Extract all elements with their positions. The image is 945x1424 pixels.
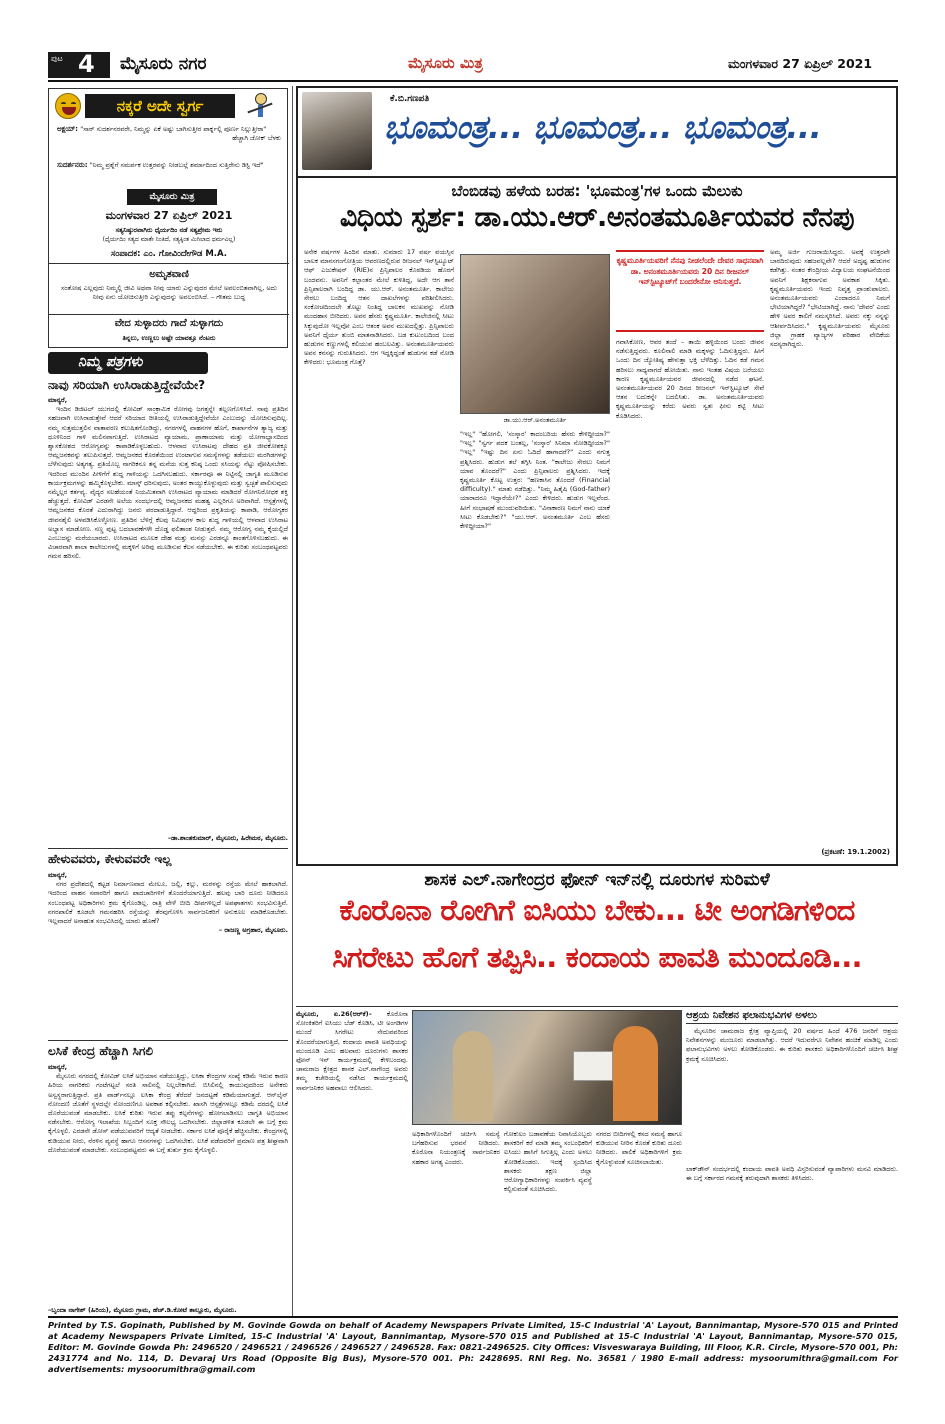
cartoon-figure-icon (245, 93, 275, 119)
column-body-col1: ಅನೇಕ ವರ್ಷಗಳ ಹಿಂದಿನ ಮಾತು. ಸುಮಾರು 17 ವರ್ಷ ವಯಸ್ಸಿನ ಬಾಲಕ ಮಾನಸಗಂಗೋತ್ರಿಯ ಆವರಣದಲ್ಲಿರುವ ರೀಜನಲ್ ಇನ್‌ಸ್ಟಿಟ್ಯೂಟ್ ಆಫ್ ಎಜುಕೇಷನ್ (RIE)ನ ಪ್ರಿನ್ಸಿಪಾಲರ ಕೊಠಡಿಯ ಹೊರಗೆ ಬಂದವನು. ಅವನಿಗೆ ಕಲ್ಪಾಂತರ ಮೇಲೆ ಕುಳಿತಿದ್ದ, ಅದೇ ಆಗ ತಾನೆ ಪ್ರಿನ್ಸಿಪಾಲರಾಗಿ ಬಂದಿದ್ದ ಡಾ. ಯು.ಆರ್. ಅನಂತಮೂರ್ತಿ. ಕಾಲೇಜು ಸೇರಲು ಬಂದಿದ್ದ ಆತನ ದಾಖಲೆಗಳನ್ನು ಪರಿಶೀಲಿಸಿದರು. ಸಂಕೋಚದಿಂದಲೇ ತೊಟ್ಟು ನಿಂತಿದ್ದ ಬಾಲಕನ ಮುಖವನ್ನು ನೋಡಿ ಮಂದಹಾಸ ಬೀರಿದರು. ಅವನ ಹೆಸರು ಕೃಷ್ಣಮೂರ್ತಿ. ಕಾಲೇಜಿನಲ್ಲಿ ಸೀಟು ಸಿಕ್ಕುವುದೋ ಇಲ್ಲವೋ ಎಂಬ ಆತಂಕ ಅವನ ಮುಖದಲ್ಲಿತ್ತು. ಪ್ರಿನ್ಸಿಪಾಲರು ಅವನಿಗೆ ಧೈರ್ಯ ತುಂಬಿ ಮಾತನಾಡಿಸಿದರು. ಬಡ ಕುಟುಂಬದಿಂದ ಬಂದ ಹುಡುಗನ ಕಣ್ಣುಗಳಲ್ಲಿ ಕಲಿಯುವ ಹಂಬಲವಿತ್ತು. ಅನಂತಮೂರ್ತಿಯವರು ಅವನ ಕನಸನ್ನು ಗುರುತಿಸಿದರು. ಆಗ ಇದ್ದಕ್ಕಿದ್ದಂತೆ ಹುಡುಗನ ಕಡೆ ನೋಡಿ ಕೇಳಿದರು: ಭೂಮಂತ್ರ ಗೊತ್ತೆ? (304, 248, 454, 367)
letter-1-body: ಇಂದಿನ ಡಿಜಿಟಲ್ ಯುಗದಲ್ಲಿ ಕೋವಿಡ್ ಸಾಂಕ್ರಾಮಿಕ ರೋಗವು ಜಗತ್ತನ್ನೇ ತಲ್ಲಣಗೊಳಿಸಿದೆ. ನಾವು ಪ್ರತಿದಿನ ಸಹಜವಾಗಿ ಉಸಿರಾಡುತ್ತೇವೆ ಆದರೆ ಸರಿಯಾದ ರೀತಿಯಲ್ಲಿ ಉಸಿರಾಡುತ್ತಿದ್ದೇವೆಯೇ ಎಂಬುದನ್ನು ಯೋಚಿಸುವುದಿಲ್ಲ. ನಮ್ಮ ಸುತ್ತಮುತ್ತಲಿನ ವಾತಾವರಣ ಕಲುಷಿತಗೊಂಡಿದ್ದು, ನಗರಗಳಲ್ಲಿ ವಾಹನಗಳ ಹೊಗೆ, ಕಾರ್ಖಾನೆಗಳ ತ್ಯಾಜ್ಯ ಮತ್ತು ಧೂಳಿನಿಂದ ಗಾಳಿ ಮಲಿನವಾಗುತ್ತಿದೆ. ಉಸಿರಾಟದ ವ್ಯಾಯಾಮ, ಪ್ರಾಣಾಯಾಮ ಮತ್ತು ಯೋಗಾಭ್ಯಾಸದಿಂದ ಶ್ವಾಸಕೋಶದ ಆರೋಗ್ಯವನ್ನು ಕಾಪಾಡಿಕೊಳ್ಳಬಹುದು. ಆಳವಾದ ಉಸಿರಾಟವು ದೇಹದ ಪ್ರತಿ ಜೀವಕೋಶಕ್ಕೂ ಆಮ್ಲಜನಕವನ್ನು ತಲುಪಿಸುತ್ತದೆ. ಆಮ್ಲಜನಕದ ಕೊರತೆಯಿಂದ ಉಂಟಾಗುವ ಸಮಸ್ಯೆಗಳನ್ನು ತಡೆಯಲು ಮರಗಿಡಗಳನ್ನು ಬೆಳೆಸುವುದು ಅತ್ಯಗತ್ಯ. ಪ್ರತಿಯೊಬ್ಬ ನಾಗರಿಕನೂ ತನ್ನ ಮನೆಯ ಸುತ್ತ ಕನಿಷ್ಠ ಒಂದು ಸಸಿಯನ್ನು ನೆಟ್ಟು ಪೋಷಿಸಬೇಕು. ಇದರಿಂದ ಮುಂದಿನ ಪೀಳಿಗೆಗೆ ಶುದ್ಧ ಗಾಳಿಯನ್ನು ಒದಗಿಸಬಹುದು. ಸರ್ಕಾರವೂ ಈ ನಿಟ್ಟಿನಲ್ಲಿ ಜಾಗೃತಿ ಮೂಡಿಸುವ ಕಾರ್ಯಕ್ರಮಗಳನ್ನು ಹಮ್ಮಿಕೊಳ್ಳಬೇಕು. ಮಾಸ್ಕ್ ಧರಿಸುವುದು, ಅಂತರ ಕಾಯ್ದುಕೊಳ್ಳುವುದು ಮತ್ತು ಸ್ವಚ್ಛತೆ ಪಾಲಿಸುವುದು ನಮ್ಮೆಲ್ಲರ ಕರ್ತವ್ಯ. ವೈದ್ಯರ ಸಲಹೆಯಂತೆ ನಿಯಮಿತವಾಗಿ ಉಸಿರಾಟದ ವ್ಯಾಯಾಮ ಮಾಡಿದರೆ ರೋಗನಿರೋಧಕ ಶಕ್ತಿ ಹೆಚ್ಚುತ್ತದೆ. ಕೋವಿಡ್ ಎರಡನೇ ಅಲೆಯ ಸಂದರ್ಭದಲ್ಲಿ ಆಮ್ಲಜನಕದ ಮಹತ್ವ ಎಲ್ಲರಿಗೂ ಅರಿವಾಗಿದೆ. ಆಸ್ಪತ್ರೆಗಳಲ್ಲಿ ಆಮ್ಲಜನಕದ ಕೊರತೆ ಎದುರಾಗಿದ್ದು ಜನರು ಪರದಾಡುತ್ತಿದ್ದಾರೆ. ಆದ್ದರಿಂದ ಪ್ರಕೃತಿಯನ್ನು ಕಾಪಾಡಿ, ಆರೋಗ್ಯಕರ ಜೀವನಶೈಲಿ ಅಳವಡಿಸಿಕೊಳ್ಳೋಣ. ಪ್ರತಿದಿನ ಬೆಳಿಗ್ಗೆ ಕೆಲವು ನಿಮಿಷಗಳ ಕಾಲ ಶುದ್ಧ ಗಾಳಿಯಲ್ಲಿ ಆಳವಾದ ಉಸಿರಾಟ ಅಭ್ಯಾಸ ಮಾಡೋಣ. ಸಣ್ಣ ಪುಟ್ಟ ಬದಲಾವಣೆಗಳೇ ದೊಡ್ಡ ಫಲಿತಾಂಶ ನೀಡುತ್ತವೆ. ನಮ್ಮ ಆರೋಗ್ಯ ನಮ್ಮ ಕೈಯಲ್ಲಿದೆ ಎಂಬುದನ್ನು ಮರೆಯಬಾರದು. ಉಸಿರಾಟದ ಮೂಲಕ ದೇಹ ಮತ್ತು ಮನಸ್ಸು ಎರಡನ್ನೂ ಶಾಂತಗೊಳಿಸಬಹುದು. ಈ ವಿಚಾರವಾಗಿ ಶಾಲಾ ಕಾಲೇಜುಗಳಲ್ಲಿ ಮಕ್ಕಳಿಗೆ ಅರಿವು ಮೂಡಿಸುವ ಕೆಲಸ ನಡೆಯಬೇಕು. ಈ ಕುರಿತು ಸಂಬಂಧಪಟ್ಟವರು ಗಮನ ಹರಿಸಲಿ. (48, 405, 288, 561)
page-label: ಪುಟ (51, 54, 63, 63)
masthead: ಮೈಸೂರು ಮಿತ್ರ (408, 54, 483, 72)
news-headline-2: ಸಿಗರೇಟು ಹೊಗೆ ತಪ್ಪಿಸಿ.. ಕಂದಾಯ ಪಾವತಿ ಮುಂದೂಡಿ... (332, 940, 862, 974)
side-story-head: ಆಶ್ರಯ ನಿವೇಶನ ಫಲಾನುಭವಿಗಳ ಅಳಲು (686, 1010, 898, 1024)
proverb-text: ತಿನ್ನಲು, ಉಣ್ಣಲು ಅಷ್ಟೇ ಯಾವತ್ತೂ ನೆಂಟರು (122, 334, 216, 342)
imprint-line: Printed by T.S. Gopinath, Published by M. Govinde Gowda on behalf of Academy Newspapers Private Limited, 15-C Industrial 'A' Layout, Bannimantap, Mysore-570 015 and Printed at Academy Newspapers Private Limited, 15-C Industrial 'A' Layout, Bannimantap, Mysore-570 015 and Published at 15-C Industrial 'A' Layout, Bannimantap, Mysore-570 015, Editor: M. Govinde Gowda Ph: 2496520 / 2496521 / 2496526 / 2496527 / 2496528. Fax: 0821-2496525. City Offices: Visveswaraya Building, III Floor, K.R. Circle, Mysore-570 001, Ph: 2431774 and No. 114, D. Devaraj Urs Road (Opposite Big Bus), Mysore-570 001. Ph: 2428695. RNI Reg. No. 36581 / 1980 E-mail address: mysoorumithra@gmail.com For advertisements: mysoorumithra@gmail.com (48, 1320, 898, 1374)
letter-2: ಹೇಳುವವರು, ಕೇಳುವವರೇ ಇಲ್ಲ ಮಾನ್ಯರೆ, ನಗರ ಪ್ರದೇಶದಲ್ಲಿ ಕಟ್ಟಡ ನಿರ್ಮಾಣವಾದ ಮೇಲೂ, ಜಲ್ಲಿ, ಕಲ್ಲು, ಮರಳನ್ನು ರಸ್ತೆಯ ಮೇಲೆ ಹಾಕಲಾಗಿದೆ. ಇದರಿಂದ ವಾಹನ ಸವಾರರಿಗೆ ಹಾಗೂ ಪಾದಚಾರಿಗಳಿಗೆ ತೊಂದರೆಯಾಗುತ್ತಿದೆ. ಹಲವು ಬಾರಿ ದೂರು ನೀಡಿದರೂ ಸಂಬಂಧಪಟ್ಟ ಅಧಿಕಾರಿಗಳು ಕ್ರಮ ಕೈಗೊಂಡಿಲ್ಲ. ರಾತ್ರಿ ವೇಳೆ ಬೀದಿ ದೀಪಗಳಿಲ್ಲದೆ ಅಪಘಾತಗಳು ಸಂಭವಿಸುತ್ತಿವೆ. ನಗರಪಾಲಿಕೆ ಕೂಡಲೇ ಗಮನಹರಿಸಿ ರಸ್ತೆಯನ್ನು ತೆರವುಗೊಳಿಸಿ ಸಾರ್ವಜನಿಕರಿಗೆ ಅನುಕೂಲ ಮಾಡಿಕೊಡಬೇಕು. ಇಲ್ಲವಾದರೆ ಅನಾಹುತ ಸಂಭವಿಸಿದಲ್ಲಿ ಯಾರು ಹೊಣೆ? – ರಾಜಣ್ಣ ಅಗ್ರಹಾರ, ಮೈಸೂರು. (48, 852, 288, 935)
columnist-byline: ಕೆ.ಬಿ.ಗಣಪತಿ (390, 94, 430, 104)
pull-quote: ಕೃಷ್ಣಮೂರ್ತಿಯವರಿಗೆ ನೆನಪು ನೀಡಲೆಂದೇ ದೇವರ ಸಾಧನವಾಗಿ ಡಾ. ಅನಂತಮೂರ್ತಿಯವರು 20 ದಿನ ರೀಜನಲ್ ಇನ್‌ಸ್ಟಿಟ್ಯೂಟ್‌ಗೆ ಬಂದರೇನೋ ಅನಿಸುತ್ತದೆ. (616, 250, 764, 332)
tagline-1: ಸತ್ಯನಿಷ್ಠುರವಾಗಿರು ಧೈರ್ಯದಿಂ ನಡೆ ಸತ್ಯಪ್ರೇಮ ಇರು (115, 226, 223, 234)
letter-1-signature: –ಡಾ.ಶಾಂತಕುಮಾರ್, ಮೈಸೂರು, ಹಿರೇಮಠ, ಮೈಸೂರು. (167, 834, 288, 842)
column-body-col4: ಅಮ್ಮ ಅರ್ಜಿ ಗುಜರಾಯಿಸಿದ್ದರು. ಅವಕ್ಕೆ ಉತ್ತರವೇ ಬಾರದಿರುವುದು ಸಹಜವಲ್ಲವೇ? ಆದರೆ ಅದೃಷ್ಟ ಹುಡುಗನ ಕಡೆಗಿತ್ತು. ನಂತರ ಕೇಂದ್ರೀಯ ವಿದ್ಯಾಲಯ ಸಂಘಟನೆಯಿಂದ ಅವನಿಗೆ ಶಿಕ್ಷಕನಾಗುವ ಅವಕಾಶ ಸಿಕ್ಕಿತು. ಕೃಷ್ಣಮೂರ್ತಿಯವರು ಇಂದು ನಿವೃತ್ತ ಪ್ರಾಂಶುಪಾಲರು. ಅನಂತಮೂರ್ತಿಯವರು ಎಂದಾದರೂ ನಿಮಗೆ ಭೇಟಿಯಾಗಿದ್ದರೆ? "ಭೇಟಿಯಾಗಿದ್ದೆ. ನಾನು 'ದೇವರ' ಎಂದು ಹೇಳಿ ಅವರ ಕಾಲಿಗೆ ನಮಸ್ಕರಿಸಿದೆ. ಅವರು ನಕ್ಕು ನನ್ನನ್ನು ಆಶೀರ್ವದಿಸಿದರು." ಕೃಷ್ಣಮೂರ್ತಿಯವರು ಮೈಸೂರು ಜಿಲ್ಲಾ ಗ್ರಾಹಕ ವ್ಯಾಜ್ಯಗಳ ಪರಿಹಾರ ವೇದಿಕೆಯ ಸದಸ್ಯರಾಗಿದ್ದರು. (770, 248, 890, 349)
column-body-col2: "ಇಲ್ಲ" "ಹೋಗಲಿ, 'ಸಂಸ್ಕಾರ' ಕಾದಂಬರಿಯ ಹೆಸರು ಕೇಳಿದ್ದೀಯಾ?" "ಇಲ್ಲ" "ಸ್ವರ್ಗ ಪದಕ ಬಂತಲ್ಲ, 'ಸಂಸ್ಕಾರ' ಸಿನಿಮಾ ನೋಡಿದ್ದೀಯಾ?" "ಇಲ್ಲ" "ಇಷ್ಟು ದಿನ ಏನು ಓದಿದೆ ಹಾಗಾದರೆ?" ಎಂದು ನಗುತ್ತ ಪ್ರಶ್ನಿಸಿದರು. ಹುಡುಗ ತಲೆ ತಗ್ಗಿಸಿ ನಿಂತ. "ಕಾಲೇಜು ಸೇರಲು ನಿಮಗೆ ಯಾವ ತೊಂದರೆ?" ಎಂದು ಪ್ರಿನ್ಸಿಪಾಲರು ಪ್ರಶ್ನಿಸಿದರು. ಇದಕ್ಕೆ ಕೃಷ್ಣಮೂರ್ತಿ ಕೊಟ್ಟ ಉತ್ತರ: "ಹಣಕಾಸಿನ ತೊಂದರೆ (Financial difficulty)." ಮಾತು ನಡೆದಿತ್ತು. "ನಿಮ್ಮ ಹಿತೈಷಿ (God-father) ಯಾರಾದರೂ ಇದ್ದಾರೆಯೇ?" ಎಂದು ಕೇಳಿದರು. ಹುಡುಗ ಇಲ್ಲವೆಂದ. ಹೀಗೆ ಸಂಭಾಷಣೆ ಮುಂದುವರಿಯಿತು. "ವಿನಾಕಾರಣ ನಿಮಗೆ ನಾನು ಯಾಕೆ ಸೀಟು ಕೊಡಬೇಕು?" "ಯು.ಆರ್. ಅನಂತಮೂರ್ತಿ ಎಂಬ ಹೆಸರು ಕೇಳಿದ್ದೀಯಾ?" (460, 430, 610, 531)
humor-question: ಅಕ್ಷಯ್: "ಸಾರ್ ಸುದರ್ಶನರವರೇ, ನಿಮ್ಮನ್ನು ಏಕೆ ಅಷ್ಟು ಬಾಗಿಸುತ್ತೀರ ಪಾರ್ಕ್ನಲ್ಲಿ ಪೂರ್ಣ ನಿಲ್ಲುತ್ತೀರಾ" ಹೆಚ್ಚಾಗಿ ಜೋಕ್ ಬೆಳಕು (57, 125, 281, 143)
humor-date: ಮಂಗಳವಾರ 27 ಏಪ್ರಿಲ್ 2021 (105, 209, 233, 222)
column-headline: ವಿಧಿಯ ಸ್ಪರ್ಶ: ಡಾ.ಯು.ಆರ್.ಅನಂತಮೂರ್ತಿಯವರ ನೆನಪು (339, 202, 855, 233)
letter-3-title: ಲಸಿಕೆ ಕೇಂದ್ರ ಹೆಚ್ಚಾಗಿ ಸಿಗಲಿ (48, 1044, 153, 1058)
author-photo (460, 254, 610, 414)
humor-title-bar (55, 93, 283, 119)
desk-phone-icon (573, 1051, 613, 1081)
news-body-col1: ಮೈಸೂರು, ಏ.26(ಆರ್‌ಕೆ)– ಕೊರೊನಾ ಸೋಂಕಿತರಿಗೆ ಐಸಿಯು ಬೆಡ್ ಕೊಡಿಸಿ, ಟೀ ಅಂಗಡಿಗಳ ಮುಂದೆ ಸಿಗರೇಟು ಸೇದುವವರಿಂದ ತೊಂದರೆಯಾಗುತ್ತಿದೆ, ಕಂದಾಯ ಪಾವತಿ ಅವಧಿಯನ್ನು ಮುಂದೂಡಿ ಎಂಬ ಹಲವಾರು ದೂರುಗಳು ಶಾಸಕರ ಫೋನ್ ಇನ್ ಕಾರ್ಯಕ್ರಮದಲ್ಲಿ ಕೇಳಿಬಂದವು. ಚಾಮರಾಜ ಕ್ಷೇತ್ರದ ಶಾಸಕ ಎಲ್.ನಾಗೇಂದ್ರ ಅವರು ತಮ್ಮ ಕಚೇರಿಯಲ್ಲಿ ನಡೆಸಿದ ಕಾರ್ಯಕ್ರಮದಲ್ಲಿ ಸಾರ್ವಜನಿಕರ ಅಹವಾಲು ಆಲಿಸಿದರು. (296, 1010, 408, 1092)
tagline-2: (ಧೈರ್ಯದಿಂ ಸತ್ಯದ ಮಾತೇ ನಿಂತಿದೆ, ಸತ್ಯಕ್ಕಿಂತ ಮಿಗಿಲಾದ ಧರ್ಮವಿಲ್ಲ) (102, 236, 236, 243)
columnist-photo (302, 92, 372, 170)
news-kicker: ಶಾಸಕ ಎಲ್.ನಾಗೇಂದ್ರರ ಫೋನ್ ಇನ್‌ನಲ್ಲಿ ದೂರುಗಳ ಸುರಿಮಳೆ (424, 870, 770, 890)
page-number-box (48, 52, 110, 78)
side-story-body: ಮೈಸೂರಿನ ಚಾಮರಾಜ ಕ್ಷೇತ್ರ ವ್ಯಾಪ್ತಿಯಲ್ಲಿ 20 ವರ್ಷದ ಹಿಂದೆ 476 ಜನರಿಗೆ ಆಶ್ರಯ ನಿವೇಶನಗಳನ್ನು ಮಂಜೂರು ಮಾಡಲಾಗಿತ್ತು. ಆದರೆ ಇದುವರೆಗೂ ನಿವೇಶನ ಹಂಚಿಕೆ ಮಾಡಿಲ್ಲ ಎಂದು ಫಲಾನುಭವಿಗಳು ಅಳಲು ತೋಡಿಕೊಂಡರು. ಈ ಕುರಿತು ಶಾಸಕರು ಅಧಿಕಾರಿಗಳೊಂದಿಗೆ ಚರ್ಚಿಸಿ ಶೀಘ್ರ ಕ್ರಮಕ್ಕೆ ಸೂಚಿಸಿದರು. (686, 1027, 898, 1063)
letter-2-signature: – ರಾಜಣ್ಣ ಅಗ್ರಹಾರ, ಮೈಸೂರು. (218, 926, 288, 935)
news-body-col3: ಗೋಕುಲಂ ಬಡಾವಣೆಯ ನಿವಾಸಿಯೊಬ್ಬರು ಶಾಸಕರಿಗೆ ಕರೆ ಮಾಡಿ ತಮ್ಮ ಸಂಬಂಧಿಕರಿಗೆ ಐಸಿಯು ಹಾಸಿಗೆ ಸಿಗುತ್ತಿಲ್ಲ ಎಂದು ಅಳಲು ತೋಡಿಕೊಂಡರು. ಇದಕ್ಕೆ ಸ್ಪಂದಿಸಿದ ಶಾಸಕರು ತಕ್ಷಣ ಜಿಲ್ಲಾ ಆರೋಗ್ಯಾಧಿಕಾರಿಗಳನ್ನು ಸಂಪರ್ಕಿಸಿ ವ್ಯವಸ್ಥೆ ಕಲ್ಪಿಸುವಂತೆ ಸೂಚಿಸಿದರು. (504, 1130, 592, 1194)
page-number: 4 (78, 50, 95, 78)
humor-title: ನಕ್ಕರೆ ಅದೇ ಸ್ವರ್ಗ (85, 94, 235, 118)
issue-date: ಮಂಗಳವಾರ 27 ಏಪ್ರಿಲ್ 2021 (728, 56, 873, 71)
column-title: ಭೂಮಂತ್ರ... ಭೂಮಂತ್ರ... ಭೂಮಂತ್ರ... (384, 108, 822, 146)
letter-3-signature: –ಬೃಂದಾ ನಾಗೇಶ್ (ಹಿರಿಯ), ಮೈಸೂರು ಗ್ರಾಮ, ಹೆಚ್.ಡಿ.ಕೋಟೆ ತಾಲ್ಲೂಕು, ಮೈಸೂರು. (48, 1306, 237, 1314)
news-body-col2: ಅಧಿಕಾರಿಗಳೊಂದಿಗೆ ಚರ್ಚಿಸಿ ಸಮಸ್ಯೆ ಬಗೆಹರಿಸುವ ಭರವಸೆ ನೀಡಿದರು. ಕೊರೊನಾ ನಿಯಂತ್ರಣಕ್ಕೆ ಸಾರ್ವಜನಿಕರ ಸಹಕಾರ ಅಗತ್ಯ ಎಂದರು. (412, 1130, 500, 1166)
side-story (686, 1010, 898, 1160)
header-rule (48, 80, 898, 82)
page-header (48, 50, 898, 80)
letter-1-title: ನಾವು ಸರಿಯಾಗಿ ಉಸಿರಾಡುತ್ತಿದ್ದೇವೆಯೇ? (48, 378, 206, 392)
column-kicker: ಬೆಂಬಿಡವು ಹಳೆಯ ಬರಹ: 'ಭೂಮಂತ್ರ'ಗಳ ಒಂದು ಮೆಲುಕು (451, 182, 743, 200)
column-credit: (ಪ್ರಕಟಣೆ: 19.1.2002) (821, 848, 890, 856)
letter-1-salute: ಮಾನ್ಯರೆ, (48, 396, 68, 404)
humor-answer: ಸುದರ್ಶನರು: "ನಿಮ್ಮ ಪ್ರಶ್ನೆಗೆ ಸಮರ್ಪಕ ಉತ್ತರವನ್ನು ನೀಡಬಲ್ಲೆ ಶರ್ಮಾದಿಂದ ಸುತ್ತಿರೇನು ಡಿಸ್ಟಿ ಇದೆ" (57, 161, 264, 169)
column-article-box (296, 86, 898, 866)
amrutavani-title: ಅಮೃತವಾಣಿ (149, 269, 189, 280)
letter-2-body: ನಗರ ಪ್ರದೇಶದಲ್ಲಿ ಕಟ್ಟಡ ನಿರ್ಮಾಣವಾದ ಮೇಲೂ, ಜಲ್ಲಿ, ಕಲ್ಲು, ಮರಳನ್ನು ರಸ್ತೆಯ ಮೇಲೆ ಹಾಕಲಾಗಿದೆ. ಇದರಿಂದ ವಾಹನ ಸವಾರರಿಗೆ ಹಾಗೂ ಪಾದಚಾರಿಗಳಿಗೆ ತೊಂದರೆಯಾಗುತ್ತಿದೆ. ಹಲವು ಬಾರಿ ದೂರು ನೀಡಿದರೂ ಸಂಬಂಧಪಟ್ಟ ಅಧಿಕಾರಿಗಳು ಕ್ರಮ ಕೈಗೊಂಡಿಲ್ಲ. ರಾತ್ರಿ ವೇಳೆ ಬೀದಿ ದೀಪಗಳಿಲ್ಲದೆ ಅಪಘಾತಗಳು ಸಂಭವಿಸುತ್ತಿವೆ. ನಗರಪಾಲಿಕೆ ಕೂಡಲೇ ಗಮನಹರಿಸಿ ರಸ್ತೆಯನ್ನು ತೆರವುಗೊಳಿಸಿ ಸಾರ್ವಜನಿಕರಿಗೆ ಅನುಕೂಲ ಮಾಡಿಕೊಡಬೇಕು. ಇಲ್ಲವಾದರೆ ಅನಾಹುತ ಸಂಭವಿಸಿದಲ್ಲಿ ಯಾರು ಹೊಣೆ? (48, 880, 288, 926)
photo-caption: ಡಾ.ಯು.ಆರ್.ಅನಂತಮೂರ್ತಿ (503, 416, 567, 424)
news-photo (412, 1010, 682, 1125)
column-body-col3: ಗವಾಸಿಕೋಣ, ಆವರ ತಂದೆ – ತಾಯಿ ಹಳ್ಳಿಯಿಂದ ಬಂದು ಜೀವನ ನಡೆಸುತ್ತಿದ್ದವರು. ಕೂಲಿನಾಲಿ ಮಾಡಿ ಮಕ್ಕಳನ್ನು ಓದಿಸುತ್ತಿದ್ದರು. ಹೀಗೆ ಒಂದು ದಿನ ಜ್ಯೋತಿಷ್ಯ ಹೇಳುತ್ತಾ ಭಕ್ತಿ ಬೆಳೆದಿತ್ತು. ಓದಿನ ಕಡೆ ಗಮನ ಹರಿಸಲು ಸಾಧ್ಯವಾಗದೆ ಹೋಯಿತು. ನಾನು ಇಂತಹ ವಿಷಯ ಬರೆಯಲು ಕಾರಣ ಕೃಷ್ಣಮೂರ್ತಿಯವರ ಜೀವನದಲ್ಲಿ ನಡೆದ ಘಟನೆ. ಅನಂತಮೂರ್ತಿಯವರ 20 ದಿನದ ರೀಜನಲ್ ಇನ್‌ಸ್ಟಿಟ್ಯೂಟ್ ಸೇವೆ ಆತನ ಬದುಕನ್ನೇ ಬದಲಿಸಿತು. ಡಾ. ಅನಂತಮೂರ್ತಿಯವರು ಕೃಷ್ಣಮೂರ್ತಿಯನ್ನು ಕರೆದು ಅವರು ಸ್ವತಃ ಫೀಸು ಕಟ್ಟಿ ಸೀಟು ಕೊಡಿಸಿದರು. (616, 338, 764, 420)
letters-banner: ನಿಮ್ಮ ಪತ್ರಗಳು (48, 352, 208, 374)
letter-3-body: ಮೈಸೂರು ನಗರದಲ್ಲಿ ಕೋವಿಡ್ ಲಸಿಕೆ ಅಭಿಯಾನ ನಡೆಯುತ್ತಿದ್ದು, ಲಸಿಕಾ ಕೇಂದ್ರಗಳ ಸಂಖ್ಯೆ ಕಡಿಮೆ ಇರುವ ಕಾರಣ ಹಿರಿಯ ನಾಗರಿಕರು ಗಂಟೆಗಟ್ಟಲೆ ಸರತಿ ಸಾಲಿನಲ್ಲಿ ನಿಲ್ಲಬೇಕಾಗಿದೆ. ಬಿಸಿಲಿನಲ್ಲಿ ಕಾಯುವುದರಿಂದ ಅನೇಕರು ಅಸ್ವಸ್ಥರಾಗುತ್ತಿದ್ದಾರೆ. ಪ್ರತಿ ವಾರ್ಡ್‌ನಲ್ಲೂ ಲಸಿಕಾ ಕೇಂದ್ರ ತೆರೆದರೆ ಜನದಟ್ಟಣೆ ಕಡಿಮೆಯಾಗುತ್ತದೆ. ಆನ್‌ಲೈನ್ ನೋಂದಣಿ ಜೊತೆಗೆ ಸ್ಥಳದಲ್ಲೇ ನೋಂದಣಿಗೂ ಅವಕಾಶ ಕಲ್ಪಿಸಬೇಕು. ಖಾಸಗಿ ಆಸ್ಪತ್ರೆಗಳಲ್ಲೂ ಕಡಿಮೆ ದರದಲ್ಲಿ ಲಸಿಕೆ ದೊರೆಯುವಂತೆ ಮಾಡಬೇಕು. ಲಸಿಕೆ ಕುರಿತು ಇರುವ ತಪ್ಪು ಕಲ್ಪನೆಗಳನ್ನು ಹೋಗಲಾಡಿಸಲು ಜಾಗೃತಿ ಅಭಿಯಾನ ನಡೆಸಬೇಕು. ಆರೋಗ್ಯ ಇಲಾಖೆಯ ಸಿಬ್ಬಂದಿಗೆ ಸೂಕ್ತ ಸೌಲಭ್ಯ ಒದಗಿಸಬೇಕು. ಜಿಲ್ಲಾಡಳಿತ ಕೂಡಲೇ ಈ ಬಗ್ಗೆ ಕ್ರಮ ಕೈಗೊಳ್ಳಲಿ. ಎರಡನೇ ಡೋಸ್ ಪಡೆಯುವವರಿಗೆ ಆದ್ಯತೆ ನೀಡಬೇಕು. ಸರ್ಕಾರ ಲಸಿಕೆ ಪೂರೈಕೆ ಹೆಚ್ಚಿಸಬೇಕು. ಕೇಂದ್ರಗಳಲ್ಲಿ ಕುಡಿಯುವ ನೀರು, ನೆರಳಿನ ವ್ಯವಸ್ಥೆ ಹಾಗೂ ಆಸನಗಳನ್ನು ಒದಗಿಸಬೇಕು. ಲಸಿಕೆ ಪಡೆದವರಿಗೆ ಪ್ರಮಾಣ ಪತ್ರ ಶೀಘ್ರವಾಗಿ ದೊರೆಯುವಂತೆ ಮಾಡಬೇಕು. ಸಂಬಂಧಪಟ್ಟವರು ಈ ಬಗ್ಗೆ ತುರ್ತು ಕ್ರಮ ಕೈಗೊಳ್ಳಲಿ. (48, 1072, 288, 1154)
letter-1 (48, 378, 288, 833)
section-name: ಮೈಸೂರು ನಗರ (120, 54, 207, 74)
amrutavani-text: ಸಂತೋಷ ಎಲ್ಲವುದು ನಿಮ್ಮಲ್ಲಿ ಜೀವಿ ಅಥವಾ ನೀವು ಯಾರು ಎನ್ನುವುದರ ಮೇಲೆ ಅವಲಂಬಿತವಾಗಿಲ್ಲ, ಅದು ನೀವು ಏನು ಯೋಚಿಸುತ್ತೀರಿ ಎನ್ನುವುದನ್ನು ಅವಲಂಬಿಸಿದೆ. – ಗೌತಮ ಬುದ್ಧ (61, 284, 277, 301)
editor-line: ಸಂಪಾದಕ: ಎಂ. ಗೋವಿಂದೇಗೌಡ M.A. (111, 249, 227, 259)
letter-3: ಲಸಿಕೆ ಕೇಂದ್ರ ಹೆಚ್ಚಾಗಿ ಸಿಗಲಿ ಮಾನ್ಯರೆ, ಮೈಸೂರು ನಗರದಲ್ಲಿ ಕೋವಿಡ್ ಲಸಿಕೆ ಅಭಿಯಾನ ನಡೆಯುತ್ತಿದ್ದು, ಲಸಿಕಾ ಕೇಂದ್ರಗಳ ಸಂಖ್ಯೆ ಕಡಿಮೆ ಇರುವ ಕಾರಣ ಹಿರಿಯ ನಾಗರಿಕರು ಗಂಟೆಗಟ್ಟಲೆ ಸರತಿ ಸಾಲಿನಲ್ಲಿ ನಿಲ್ಲಬೇಕಾಗಿದೆ. ಬಿಸಿಲಿನಲ್ಲಿ ಕಾಯುವುದರಿಂದ ಅನೇಕರು ಅಸ್ವಸ್ಥರಾಗುತ್ತಿದ್ದಾರೆ. ಪ್ರತಿ ವಾರ್ಡ್‌ನಲ್ಲೂ ಲಸಿಕಾ ಕೇಂದ್ರ ತೆರೆದರೆ ಜನದಟ್ಟಣೆ ಕಡಿಮೆಯಾಗುತ್ತದೆ. ಆನ್‌ಲೈನ್ ನೋಂದಣಿ ಜೊತೆಗೆ ಸ್ಥಳದಲ್ಲೇ ನೋಂದಣಿಗೂ ಅವಕಾಶ ಕಲ್ಪಿಸಬೇಕು. ಖಾಸಗಿ ಆಸ್ಪತ್ರೆಗಳಲ್ಲೂ ಕಡಿಮೆ ದರದಲ್ಲಿ ಲಸಿಕೆ ದೊರೆಯುವಂತೆ ಮಾಡಬೇಕು. ಲಸಿಕೆ ಕುರಿತು ಇರುವ ತಪ್ಪು ಕಲ್ಪನೆಗಳನ್ನು ಹೋಗಲಾಡಿಸಲು ಜಾಗೃತಿ ಅಭಿಯಾನ ನಡೆಸಬೇಕು. ಆರೋಗ್ಯ ಇಲಾಖೆಯ ಸಿಬ್ಬಂದಿಗೆ ಸೂಕ್ತ ಸೌಲಭ್ಯ ಒದಗಿಸಬೇಕು. ಜಿಲ್ಲಾಡಳಿತ ಕೂಡಲೇ ಈ ಬಗ್ಗೆ ಕ್ರಮ ಕೈಗೊಳ್ಳಲಿ. ಎರಡನೇ ಡೋಸ್ ಪಡೆಯುವವರಿಗೆ ಆದ್ಯತೆ ನೀಡಬೇಕು. ಸರ್ಕಾರ ಲಸಿಕೆ ಪೂರೈಕೆ ಹೆಚ್ಚಿಸಬೇಕು. ಕೇಂದ್ರಗಳಲ್ಲಿ ಕುಡಿಯುವ ನೀರು, ನೆರಳಿನ ವ್ಯವಸ್ಥೆ ಹಾಗೂ ಆಸನಗಳನ್ನು ಒದಗಿಸಬೇಕು. ಲಸಿಕೆ ಪಡೆದವರಿಗೆ ಪ್ರಮಾಣ ಪತ್ರ ಶೀಘ್ರವಾಗಿ ದೊರೆಯುವಂತೆ ಮಾಡಬೇಕು. ಸಂಬಂಧಪಟ್ಟವರು ಈ ಬಗ್ಗೆ ತುರ್ತು ಕ್ರಮ ಕೈಗೊಳ್ಳಲಿ. (48, 1044, 288, 1154)
news-body-col5: ಲಾಕ್‌ಡೌನ್ ಸಂದರ್ಭದಲ್ಲಿ ಕಂದಾಯ ಪಾವತಿ ಅವಧಿ ವಿಸ್ತರಿಸುವಂತೆ ವ್ಯಾಪಾರಿಗಳು ಮನವಿ ಮಾಡಿದರು. ಈ ಬಗ್ಗೆ ಸರ್ಕಾರದ ಗಮನಕ್ಕೆ ತರುವುದಾಗಿ ಶಾಸಕರು ತಿಳಿಸಿದರು. (686, 1165, 898, 1183)
laughing-face-icon (55, 93, 81, 119)
humor-box (48, 88, 288, 348)
letter-2-title: ಹೇಳುವವರು, ಕೇಳುವವರೇ ಇಲ್ಲ (48, 852, 172, 866)
news-body-col4: ನಗರದ ಬೀದಿಗಳಲ್ಲಿ ಕಸದ ಸಮಸ್ಯೆ ಹಾಗೂ ಕುಡಿಯುವ ನೀರಿನ ಕೊರತೆ ಕುರಿತು ದೂರು ನೀಡಿದರು. ಪಾಲಿಕೆ ಅಧಿಕಾರಿಗಳಿಗೆ ಕ್ರಮ ಕೈಗೊಳ್ಳುವಂತೆ ಸೂಚಿಸಲಾಯಿತು. (596, 1130, 682, 1166)
proverb-title: ವೇದ ಸುಳ್ಳಾದರು ಗಾದೆ ಸುಳ್ಳಾಗದು (114, 318, 224, 329)
mini-masthead: ಮೈಸೂರು ಮಿತ್ರ (127, 189, 217, 205)
news-headline-1: ಕೊರೊನಾ ರೋಗಿಗೆ ಐಸಿಯು ಬೇಕು... ಟೀ ಅಂಗಡಿಗಳಿಂದ (339, 893, 855, 927)
